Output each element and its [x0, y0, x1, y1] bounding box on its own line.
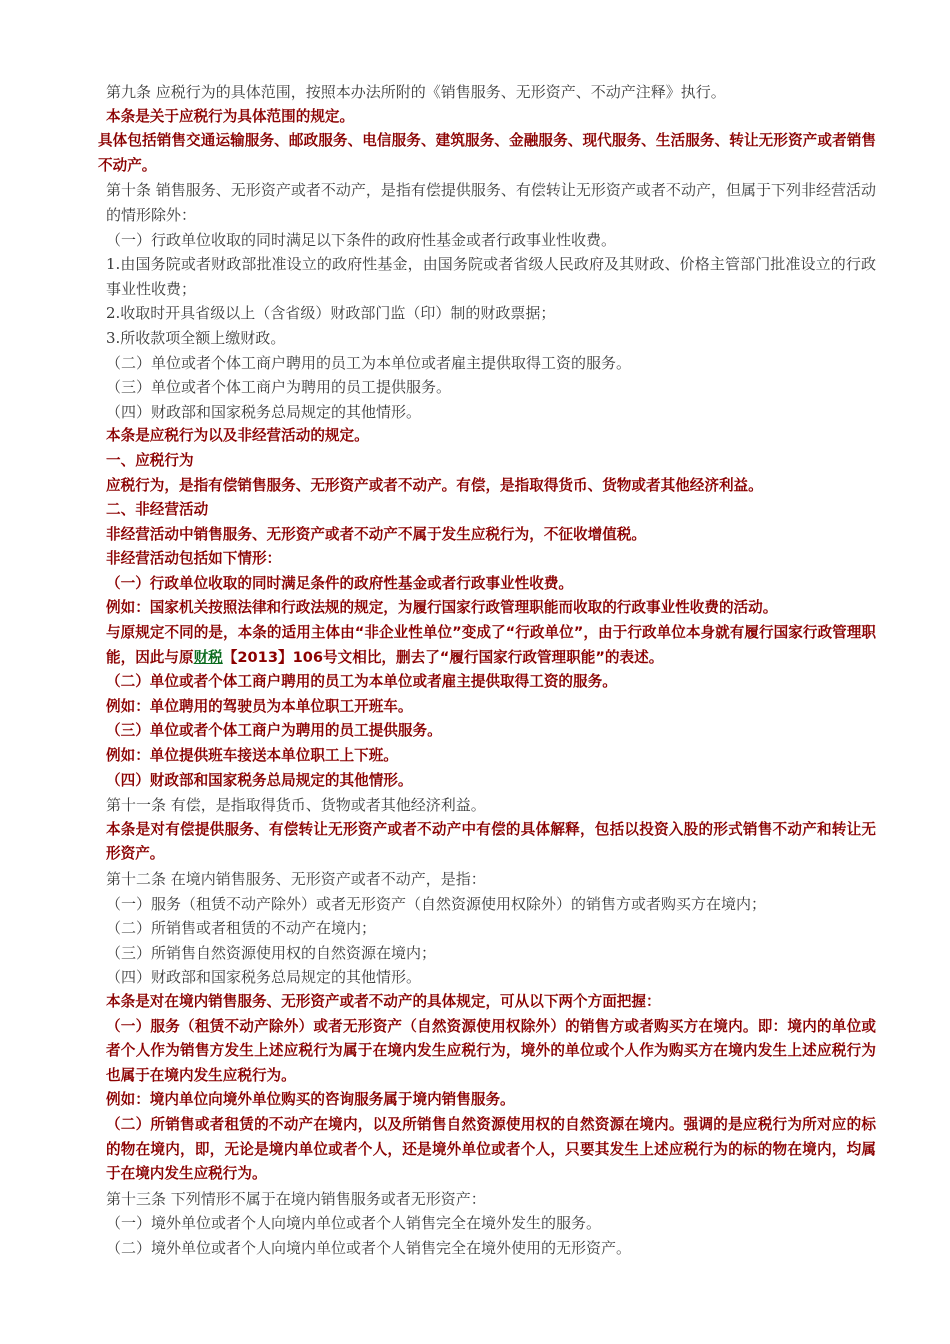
note-item-2: （二）单位或者个体工商户聘用的员工为本单位或者雇主提供取得工资的服务。: [106, 673, 617, 691]
article-10-item-4: （四）财政部和国家税务总局规定的其他情形。: [106, 402, 422, 421]
example-3: 例如：单位提供班车接送本单位职工上下班。: [106, 747, 398, 765]
note-item-3: （三）单位或者个体工商户为聘用的员工提供服务。: [106, 722, 442, 740]
article-10-item-2: （二）单位或者个体工商户聘用的员工为本单位或者雇主提供取得工资的服务。: [106, 353, 632, 372]
note-difference: [106, 621, 876, 670]
example-4: 例如：境内单位向境外单位购买的咨询服务属于境内销售服务。: [106, 1091, 515, 1109]
article-12-item-3: （三）所销售自然资源使用权的自然资源在境内；: [106, 943, 437, 962]
example-1: 例如：国家机关按照法律和行政法规的规定，为履行国家行政管理职能而收取的行政事业性收费的活动。: [106, 599, 778, 617]
note-difference-text-after: 【2013】106号文相比，删去了“履行国家行政管理职能”的表述。: [222, 648, 664, 666]
article-13: 第十三条 下列情形不属于在境内销售服务或者无形资产：: [106, 1189, 486, 1208]
article-12-item-4: （四）财政部和国家税务总局规定的其他情形。: [106, 968, 422, 987]
note-item-1: （一）行政单位收取的同时满足条件的政府性基金或者行政事业性收费。: [106, 574, 574, 592]
note-item-4: （四）财政部和国家税务总局规定的其他情形。: [106, 771, 413, 789]
article-10-item-3: （三）单位或者个体工商户为聘用的员工提供服务。: [106, 378, 452, 397]
heading-non-business: 二、非经营活动: [106, 501, 209, 519]
article-10-item-1: （一）行政单位收取的同时满足以下条件的政府性基金或者行政事业性收费。: [106, 230, 617, 249]
article-10-cond-1: 1.由国务院或者财政部批准设立的政府性基金，由国务院或者省级人民政府及其财政、价格主管部门批准设立的行政事业性收费；: [106, 255, 876, 298]
heading-taxable: 一、应税行为: [106, 451, 194, 469]
note-non-business-list: 非经营活动包括如下情形：: [106, 550, 282, 568]
article-13-item-1: （一）境外单位或者个人向境内单位或者个人销售完全在境外发生的服务。: [106, 1214, 602, 1233]
note-article-11: 本条是对有偿提供服务、有偿转让无形资产或者不动产中有偿的具体解释，包括以投资入股的形式销售不动产和转让无形资产。: [106, 820, 876, 863]
caishui-link[interactable]: 财税: [193, 648, 223, 666]
note-difference-text: 与原规定不同的是，本条的适用主体由“非企业性单位”变成了“行政单位”，由于行政单位本身就有履行国家行政管理职能，因此与原: [106, 624, 876, 666]
example-2: 例如：单位聘用的驾驶员为本单位职工开班车。: [106, 697, 413, 715]
article-10-cond-3: 3.所收款项全额上缴财政。: [106, 328, 286, 347]
note-article-12-item-1: （一）服务（租赁不动产除外）或者无形资产（自然资源使用权除外）的销售方或者购买方在境内。即：境内的单位或者个人作为销售方发生上述应税行为属于在境内发生应税行为，境外的单位或个人作为购买方在境内发生上述应税行为也属于在境内发生应税行为。: [106, 1017, 876, 1084]
note-scope: 本条是关于应税行为具体范围的规定。: [106, 107, 355, 125]
article-12: 第十二条 在境内销售服务、无形资产或者不动产，是指：: [106, 870, 486, 888]
article-12-item-1: （一）服务（租赁不动产除外）或者无形资产（自然资源使用权除外）的销售方或者购买方在境内；: [106, 894, 767, 913]
note-article-12-item-2: （二）所销售或者租赁的不动产在境内，以及所销售自然资源使用权的自然资源在境内。强调的是应税行为所对应的标的物在境内，即，无论是境内单位或者个人，还是境外单位或者个人，只要其发生上述应税行为的标的物在境内，均属于在境内发生应税行为。: [106, 1115, 876, 1183]
note-taxable: 应税行为，是指有偿销售服务、无形资产或者不动产。有偿，是指取得货币、货物或者其他经济利益。: [106, 476, 763, 494]
article-12-item-2: （二）所销售或者租赁的不动产在境内；: [106, 919, 377, 938]
article-10-cond-2: 2.收取时开具省级以上（含省级）财政部门监（印）制的财政票据；: [106, 304, 556, 323]
note-scope-detail: 具体包括销售交通运输服务、邮政服务、电信服务、建筑服务、金融服务、现代服务、生活服务、转让无形资产或者销售不动产。: [98, 132, 876, 174]
article-11: 第十一条 有偿，是指取得货币、货物或者其他经济利益。: [106, 796, 486, 815]
note-article-12: 本条是对在境内销售服务、无形资产或者不动产的具体规定，可从以下两个方面把握：: [106, 992, 661, 1010]
note-article-10: 本条是应税行为以及非经营活动的规定。: [106, 427, 369, 445]
article-13-item-2: （二）境外单位或者个人向境内单位或者个人销售完全在境外使用的无形资产。: [106, 1238, 632, 1257]
article-10: 第十条 销售服务、无形资产或者不动产，是指有偿提供服务、有偿转让无形资产或者不动产，但属于下列非经营活动的情形除外：: [106, 181, 876, 224]
article-9: 第九条 应税行为的具体范围，按照本办法所附的《销售服务、无形资产、不动产注释》执行。: [106, 83, 726, 101]
note-non-business: 非经营活动中销售服务、无形资产或者不动产不属于发生应税行为，不征收增值税。: [106, 525, 646, 543]
